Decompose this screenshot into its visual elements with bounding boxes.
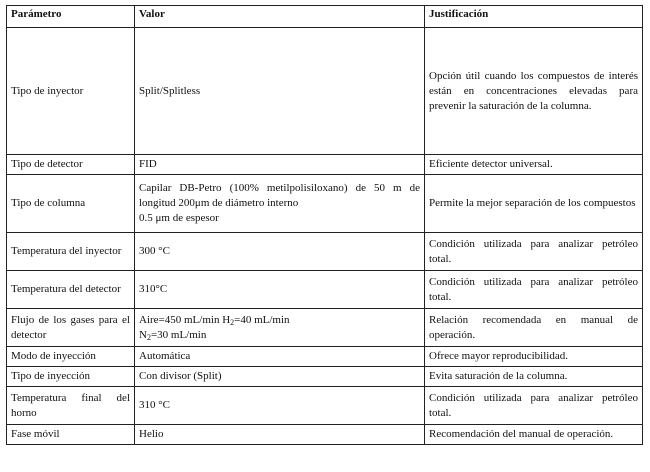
value-cell: Split/Splitless (135, 28, 425, 155)
value-cell (135, 175, 425, 233)
parameters-table (6, 5, 643, 445)
table-row (7, 347, 643, 367)
value-cell: 300 °C (135, 233, 425, 271)
header-valor: Valor (135, 6, 425, 28)
value-line (139, 328, 420, 343)
parameters-table-container (6, 5, 643, 445)
subscript: 2 (230, 317, 235, 327)
value-cell: 310°C (135, 271, 425, 309)
table-row (7, 387, 643, 425)
justification-cell: Condición utilizada para analizar petróleo total. (425, 233, 643, 271)
table-row (7, 28, 643, 155)
value-cell: FID (135, 155, 425, 175)
param-cell: Fase móvil (7, 425, 135, 445)
param-cell: Modo de inyección (7, 347, 135, 367)
justification-cell: Recomendación del manual de operación. (425, 425, 643, 445)
value-cell: Automática (135, 347, 425, 367)
param-cell: Tipo de columna (7, 175, 135, 233)
table-row (7, 155, 643, 175)
justification-cell: Ofrece mayor reproducibilidad. (425, 347, 643, 367)
value-line: Capilar DB-Petro (100% metilpolisiloxano) de 50 m de longitud 200μm de diámetro interno (139, 182, 420, 209)
table-row (7, 271, 643, 309)
header-justificacion: Justificación (425, 6, 643, 28)
justification-cell: Opción útil cuando los compuestos de interés están en concentraciones elevadas para prevenir la saturación de la columna. (425, 28, 643, 155)
value-text: Aire=450 mL/min H (139, 313, 231, 326)
value-line: 0.5 μm de espesor (139, 212, 219, 224)
param-cell: Temperatura final del horno (7, 387, 135, 425)
value-cell (135, 309, 425, 347)
justification-cell: Evita saturación de la columna. (425, 367, 643, 387)
param-cell: Tipo de inyector (7, 28, 135, 155)
justification-cell: Permite la mejor separación de los compuestos (425, 175, 643, 233)
value-text: =40 mL/min (234, 313, 290, 326)
value-line (139, 313, 420, 328)
value-cell: 310 °C (135, 387, 425, 425)
param-cell: Temperatura del detector (7, 271, 135, 309)
param-cell: Temperatura del inyector (7, 233, 135, 271)
param-cell: Tipo de detector (7, 155, 135, 175)
value-text: N (139, 328, 147, 341)
justification-cell: Relación recomendada en manual de operación. (425, 309, 643, 347)
justification-cell: Eficiente detector universal. (425, 155, 643, 175)
value-text: =30 mL/min (150, 328, 207, 341)
param-cell: Flujo de los gases para el detector (7, 309, 135, 347)
justification-cell: Condición utilizada para analizar petróleo total. (425, 387, 643, 425)
table-row (7, 425, 643, 445)
header-parametro: Parámetro (7, 6, 135, 28)
value-cell: Helio (135, 425, 425, 445)
subscript: 2 (146, 332, 151, 342)
table-row (7, 175, 643, 233)
table-row (7, 233, 643, 271)
justification-cell: Condición utilizada para analizar petróleo total. (425, 271, 643, 309)
value-cell: Con divisor (Split) (135, 367, 425, 387)
header-row (7, 6, 643, 28)
table-row (7, 367, 643, 387)
table-row (7, 309, 643, 347)
param-cell: Tipo de inyección (7, 367, 135, 387)
